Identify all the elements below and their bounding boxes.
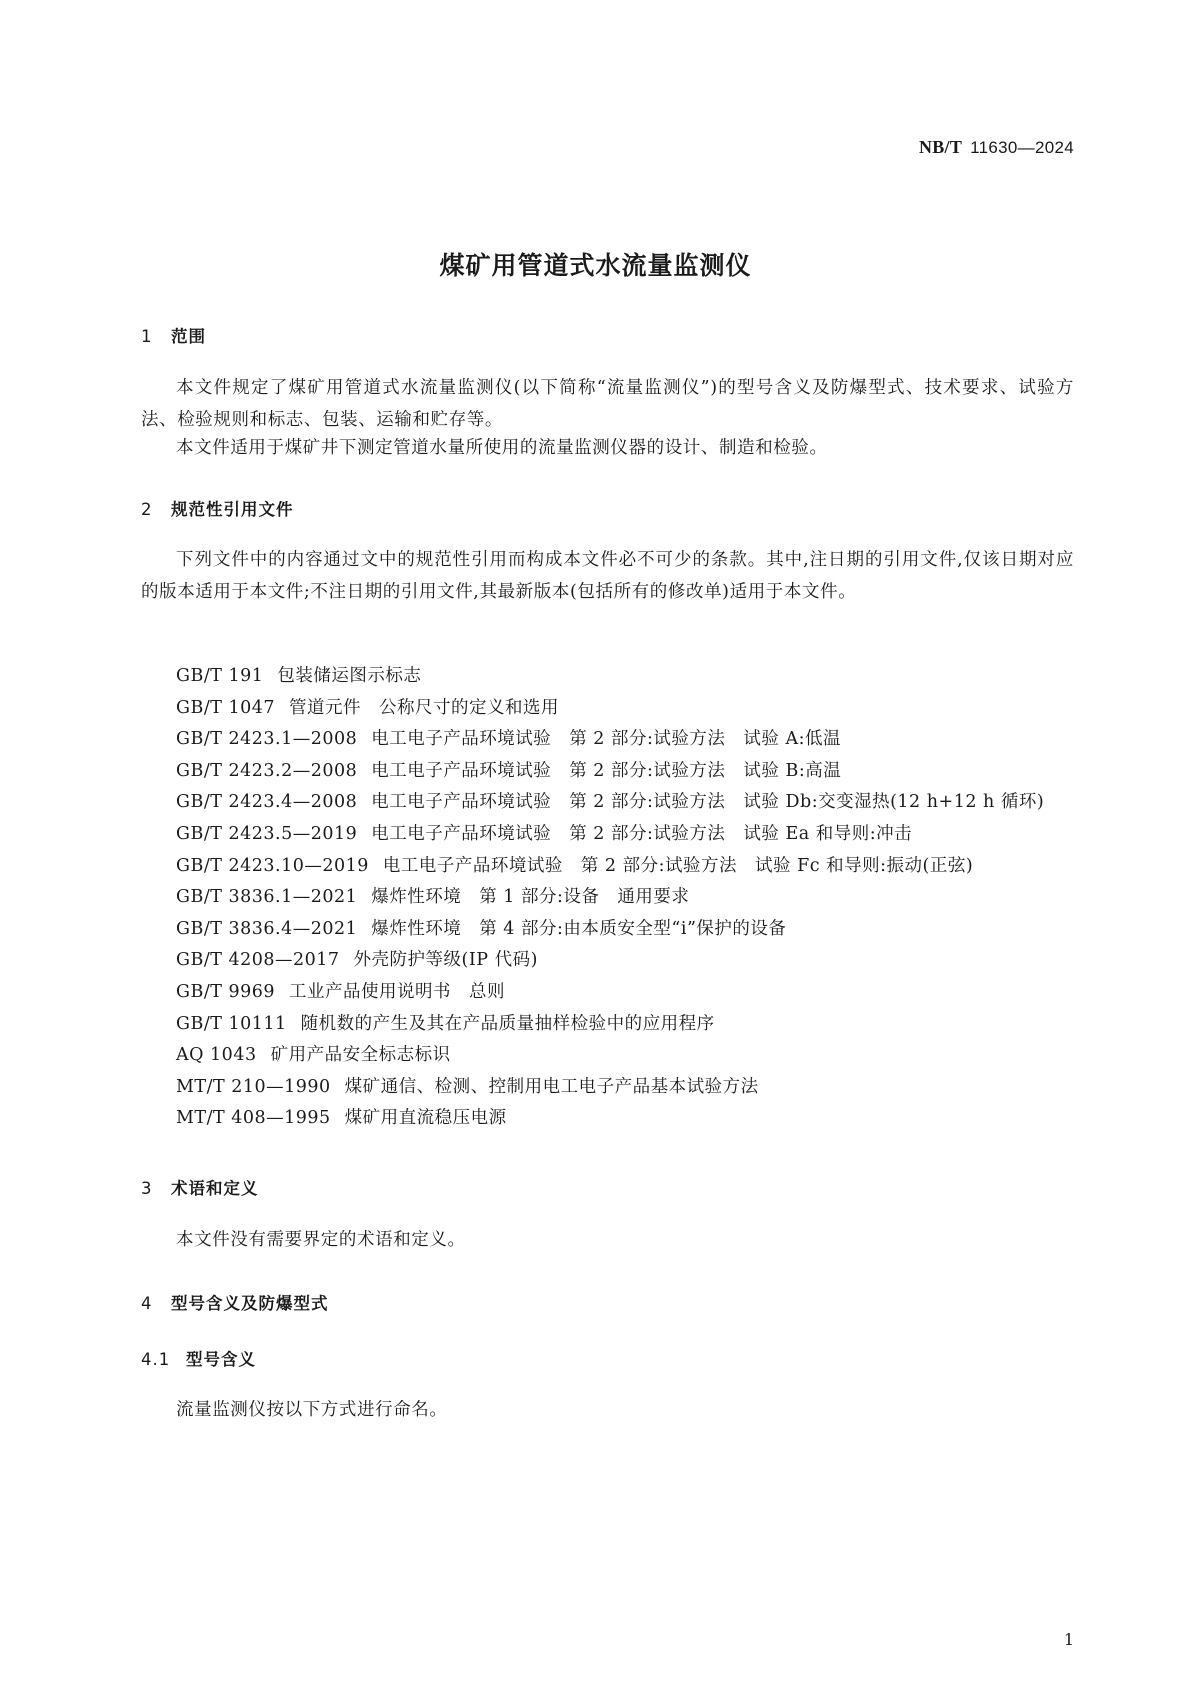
reference-title: 管道元件 公称尺寸的定义和选用 [289,697,560,718]
reference-code: AQ 1043 [176,1045,257,1066]
reference-list [141,661,1074,1135]
reference-title: 煤矿通信、检测、控制用电工电子产品基本试验方法 [344,1076,759,1097]
page-title: 煤矿用管道式水流量监测仪 [439,251,752,280]
section-title: 规范性引用文件 [171,500,294,519]
reference-code: MT/T 408—1995 [176,1108,331,1129]
section-title: 型号含义 [186,1350,256,1369]
reference-item [141,1072,1074,1104]
reference-title: 随机数的产生及其在产品质量抽样检验中的应用程序 [300,1013,715,1034]
reference-code: MT/T 210—1990 [176,1076,331,1097]
reference-item [141,945,1074,977]
model-naming-paragraph: 流量监测仪按以下方式进行命名。 [176,1400,448,1420]
reference-title: 包装储运图示标志 [277,666,422,686]
reference-title: 爆炸性环境 第 1 部分:设备 通用要求 [371,887,690,908]
section-number: 1 [141,327,153,346]
reference-item [141,882,1074,914]
reference-code: GB/T 10111 [176,1013,287,1034]
reference-item [141,851,1074,883]
reference-item [141,693,1074,725]
reference-item [141,724,1074,756]
section-number: 2 [141,500,153,519]
reference-code: GB/T 191 [176,666,264,686]
section-number: 3 [141,1179,153,1198]
reference-title: 爆炸性环境 第 4 部分:由本质安全型“i”保护的设备 [371,918,787,939]
reference-title: 电工电子产品环境试验 第 2 部分:试验方法 试验 Fc 和导则:振动(正弦) [382,855,974,876]
terms-paragraph: 本文件没有需要界定的术语和定义。 [176,1230,466,1250]
reference-code: GB/T 2423.1—2008 [176,729,358,750]
section-number: 4 [141,1294,153,1313]
section-1-heading [141,323,206,347]
scope-paragraph-1: 本文件规定了煤矿用管道式水流量监测仪(以下简称“流量监测仪”)的型号含义及防爆型式、技术要求、试验方法、检验规则和标志、包装、运输和贮存等。 [141,378,1074,430]
reference-item [141,787,1074,819]
scope-paragraph-2: 本文件适用于煤矿井下测定管道水量所使用的流量监测仪器的设计、制造和检验。 [176,438,828,458]
reference-code: GB/T 2423.4—2008 [176,792,358,813]
reference-item [141,756,1074,788]
reference-item [141,819,1074,851]
document-prefix: NB/T [918,137,963,157]
section-4-heading [141,1290,329,1314]
reference-code: GB/T 9969 [176,981,276,1002]
reference-code: GB/T 1047 [176,697,276,718]
reference-title: 电工电子产品环境试验 第 2 部分:试验方法 试验 Db:交变湿热(12 h+12 h 循环) [371,792,1045,813]
references-intro: 下列文件中的内容通过文中的规范性引用而构成本文件必不可少的条款。其中,注日期的引用文件,仅该日期对应的版本适用于本文件;不注日期的引用文件,其最新版本(包括所有的修改单)适用于本文件。 [141,550,1074,602]
section-number: 4.1 [141,1350,171,1369]
page-number: 1 [1063,1630,1074,1649]
reference-item [141,977,1074,1009]
reference-item [141,1009,1074,1041]
reference-item [141,1103,1074,1135]
reference-code: GB/T 4208—2017 [176,950,340,971]
section-title: 型号含义及防爆型式 [171,1294,329,1313]
reference-item [141,914,1074,946]
document-code: 11630—2024 [970,138,1074,157]
reference-title: 电工电子产品环境试验 第 2 部分:试验方法 试验 A:低温 [371,729,842,750]
reference-item [141,661,1074,693]
reference-code: GB/T 2423.2—2008 [176,760,358,781]
reference-title: 煤矿用直流稳压电源 [344,1108,507,1129]
reference-title: 电工电子产品环境试验 第 2 部分:试验方法 试验 B:高温 [371,760,842,781]
document-number [919,137,1074,158]
reference-title: 工业产品使用说明书 总则 [289,981,506,1002]
reference-title: 外壳防护等级(IP 代码) [353,950,538,971]
reference-code: GB/T 2423.5—2019 [176,823,358,844]
section-3-heading [141,1175,259,1199]
section-title: 术语和定义 [171,1179,259,1198]
section-2-heading [141,496,294,520]
reference-title: 矿用产品安全标志标识 [270,1045,451,1066]
reference-title: 电工电子产品环境试验 第 2 部分:试验方法 试验 Ea 和导则:冲击 [371,823,913,844]
section-4-1-heading [141,1346,256,1370]
reference-item [141,1040,1074,1072]
reference-code: GB/T 3836.1—2021 [176,887,358,908]
section-title: 范围 [171,327,206,346]
reference-code: GB/T 2423.10—2019 [176,855,369,876]
reference-code: GB/T 3836.4—2021 [176,918,358,939]
